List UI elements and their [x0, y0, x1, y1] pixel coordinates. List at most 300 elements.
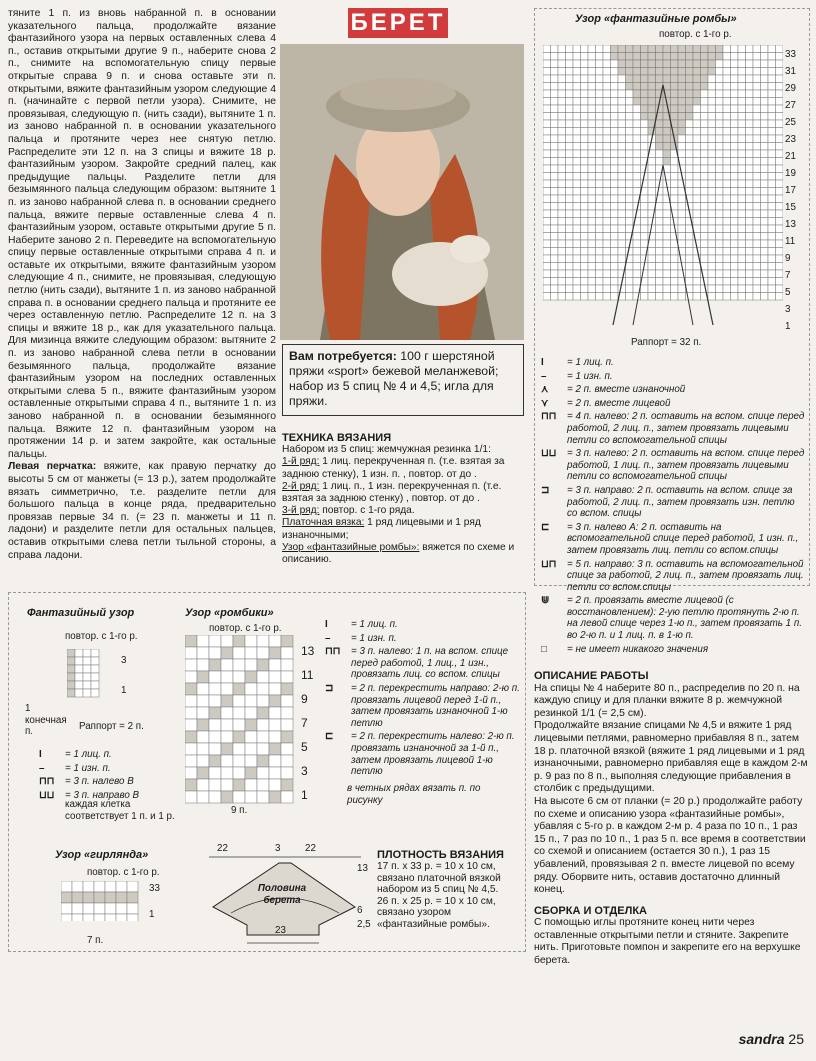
rombiki-legend-text: = 2 п. перекрестить налево: 2-ю п. провязать изнаночной за 1-й п., затем провязать лицевой 1-ю петлю [351, 731, 515, 778]
grid-cell [618, 98, 626, 106]
grid-cell [738, 233, 746, 241]
description-p3: На высоте 6 см от планки (= 20 р.) продолжайте работу по схеме и описанию узора «фантазийные ромбы», убавляя с 5-го р. в каждом 2-м р. 4 раза по 10 п., 1 раз 15 п., 7 раз по 10 п., 1 раз 5 п. все время в соответствии со схемой и описанием (остается 30 п.), 1 раз 15 убавлений, провязывая 2 п. вместе лицевой по всему ряду. Оборвите нить, оставив достаточно длинный конец. [534, 795, 806, 896]
grid-cell [233, 791, 245, 803]
grid-cell [588, 83, 596, 91]
requirements-lead: Вам потребуется: [289, 349, 397, 363]
grid-cell [618, 60, 626, 68]
grid-cell [596, 113, 604, 121]
grid-cell [686, 278, 694, 286]
grid-cell [776, 240, 784, 248]
grid-cell [701, 45, 709, 53]
grid-cell [573, 165, 581, 173]
grid-cell [768, 248, 776, 256]
grid-cell [611, 113, 619, 121]
grid-cell [611, 278, 619, 286]
grid-cell [641, 45, 649, 53]
grid-cell [731, 203, 739, 211]
grid-cell [94, 892, 105, 903]
grid-cell [701, 135, 709, 143]
grid-cell [209, 779, 221, 791]
grid-cell [731, 165, 739, 173]
grid-cell [558, 263, 566, 271]
grid-cell [761, 180, 769, 188]
grid-cell [566, 188, 574, 196]
grid-cell [581, 233, 589, 241]
grid-cell [543, 173, 551, 181]
grid-cell [746, 158, 754, 166]
grid-cell [83, 649, 91, 657]
grid-cell [648, 285, 656, 293]
grid-cell [269, 779, 281, 791]
grid-cell [269, 719, 281, 731]
left-glove-text: вяжите, как правую перчатку до высоты 5 см от манжеты (= 13 р.), затем продолжайте вязать симметрично, т.е. разделите петли для большого пальца в конце ряда, предварительно провязав первые 34 п. (= 23 п. манжеты и 11 п. ладони) и разделите петли для остальных пальцев, оставив открытыми слева петли тыльной стороны, а справа ладони. [8, 461, 277, 561]
grid-cell [776, 150, 784, 158]
grid-cell [723, 255, 731, 263]
grid-cell [596, 143, 604, 151]
grid-cell [588, 165, 596, 173]
grid-cell [618, 158, 626, 166]
grid-cell [656, 75, 664, 83]
grid-cell [633, 53, 641, 61]
grid-cell [551, 158, 559, 166]
grid-cell [641, 218, 649, 226]
grid-cell [678, 128, 686, 136]
grid-cell [543, 158, 551, 166]
stitch-symbol-icon: – [39, 762, 45, 774]
gauge-text2: 26 п. x 25 р. = 10 x 10 см, связано узором «фантазийные ромбы». [377, 895, 496, 930]
grid-cell [761, 83, 769, 91]
grid-cell [588, 240, 596, 248]
grid-cell [761, 203, 769, 211]
grid-cell [753, 98, 761, 106]
grid-cell [716, 120, 724, 128]
grid-cell [611, 135, 619, 143]
stitch-symbol-icon: – [325, 632, 331, 644]
grid-cell [83, 892, 94, 903]
grid-cell [678, 203, 686, 211]
rhombs-grid [543, 45, 783, 335]
grid-cell [686, 180, 694, 188]
grid-cell [663, 263, 671, 271]
grid-cell [641, 90, 649, 98]
grid-cell [746, 143, 754, 151]
grid-cell [768, 263, 776, 271]
grid-cell [656, 255, 664, 263]
grid-cell [618, 240, 626, 248]
grid-cell [723, 128, 731, 136]
grid-cell [626, 225, 634, 233]
chart-row-number: 13 [785, 219, 796, 230]
grid-cell [716, 188, 724, 196]
grid-cell [221, 671, 233, 683]
grid-cell [233, 683, 245, 695]
grid-cell [641, 113, 649, 121]
description-p4: С помощью иглы протяните конец нити через оставленные открытыми петли и стяните. Закрепите нить. Приготовьте помпон и закрепите его на верхушке берета. [534, 917, 801, 967]
page-footer [739, 1031, 804, 1047]
grid-cell [701, 255, 709, 263]
grid-cell [701, 248, 709, 256]
grid-cell [611, 75, 619, 83]
grid-cell [678, 68, 686, 76]
grid-cell [648, 68, 656, 76]
grid-cell [678, 150, 686, 158]
grid-cell [83, 665, 91, 673]
grid-cell [596, 293, 604, 301]
grid-cell [641, 225, 649, 233]
grid-cell [633, 180, 641, 188]
grid-cell [723, 83, 731, 91]
grid-cell [753, 180, 761, 188]
rhombs-chart-title: Узор «фантазийные ромбы» [575, 13, 737, 25]
grid-cell [618, 143, 626, 151]
grid-cell [581, 225, 589, 233]
grid-cell [197, 647, 209, 659]
grid-cell [663, 75, 671, 83]
grid-cell [543, 240, 551, 248]
grid-cell [558, 135, 566, 143]
grid-cell [648, 270, 656, 278]
grid-cell [91, 649, 99, 657]
grid-cell [663, 278, 671, 286]
grid-cell [581, 240, 589, 248]
grid-cell [648, 83, 656, 91]
grid-cell [746, 270, 754, 278]
grid-cell [543, 150, 551, 158]
chart-row-number: 31 [785, 66, 796, 77]
grid-cell [581, 293, 589, 301]
rhombs-legend-item [541, 559, 805, 594]
grid-cell [753, 225, 761, 233]
grid-cell [83, 903, 94, 914]
grid-cell [753, 83, 761, 91]
grid-cell [723, 233, 731, 241]
grid-cell [558, 83, 566, 91]
grid-cell [716, 240, 724, 248]
grid-cell [581, 45, 589, 53]
grid-cell [558, 293, 566, 301]
grid-cell [678, 83, 686, 91]
grid-cell [209, 671, 221, 683]
grid-cell [776, 225, 784, 233]
grid-cell [723, 60, 731, 68]
rombiki-row-numbers [301, 639, 321, 807]
grid-cell [686, 240, 694, 248]
grid-cell [566, 233, 574, 241]
grid-cell [746, 188, 754, 196]
grid-cell [701, 233, 709, 241]
grid-cell [257, 695, 269, 707]
grid-cell [693, 225, 701, 233]
grid-cell [753, 135, 761, 143]
grid-cell [633, 128, 641, 136]
grid-cell [551, 248, 559, 256]
grid-cell [603, 278, 611, 286]
grid-cell [618, 128, 626, 136]
grid-cell [708, 98, 716, 106]
grid-cell [633, 135, 641, 143]
grid-cell [611, 158, 619, 166]
row2-label: 2-й ряд: [282, 480, 320, 492]
grid-cell [618, 225, 626, 233]
grid-cell [753, 128, 761, 136]
grid-cell [233, 635, 245, 647]
grid-cell [761, 143, 769, 151]
grid-cell [641, 53, 649, 61]
grid-cell [776, 60, 784, 68]
grid-cell [566, 173, 574, 181]
fantasy-edge-label: 1 конечная п. [25, 703, 67, 738]
garland-row33: 33 [149, 883, 160, 894]
grid-cell [588, 188, 596, 196]
grid-cell [768, 83, 776, 91]
garland-repeat: повтор. с 1-го р. [87, 867, 160, 878]
grid-cell [67, 665, 75, 673]
grid-cell [603, 173, 611, 181]
grid-cell [723, 240, 731, 248]
grid-cell [626, 60, 634, 68]
grid-cell [611, 293, 619, 301]
grid-cell [603, 203, 611, 211]
grid-cell [738, 225, 746, 233]
grid-cell [746, 83, 754, 91]
grid-cell [573, 293, 581, 301]
grid-cell [611, 53, 619, 61]
beret-dim-top-left: 22 [217, 843, 228, 854]
grid-cell [603, 158, 611, 166]
grid-cell [588, 210, 596, 218]
grid-cell [209, 695, 221, 707]
grid-cell [618, 45, 626, 53]
grid-cell [75, 689, 83, 697]
grid-cell [753, 210, 761, 218]
grid-cell [768, 60, 776, 68]
grid-cell [611, 285, 619, 293]
grid-cell [588, 128, 596, 136]
grid-cell [603, 68, 611, 76]
grid-cell [716, 233, 724, 241]
grid-cell [588, 90, 596, 98]
grid-cell [723, 218, 731, 226]
grid-cell [245, 659, 257, 671]
grid-cell [618, 210, 626, 218]
grid-cell [281, 647, 293, 659]
rhombs-legend-text: = 5 п. направо: 3 п. оставить на вспомогательной спице за работой, 2 лиц. п., затем провязать лиц. петли со вспом.спицы [567, 558, 804, 593]
grid-cell [558, 203, 566, 211]
grid-cell [723, 248, 731, 256]
grid-cell [543, 83, 551, 91]
rhombs-legend-text: = не имеет никакого значения [567, 643, 709, 655]
stitch-symbol-icon: ⊏ [325, 731, 334, 743]
grid-cell [543, 113, 551, 121]
grid-cell [746, 45, 754, 53]
grid-cell [731, 113, 739, 121]
grid-cell [686, 105, 694, 113]
chart-row-number: 15 [785, 202, 796, 213]
rhombs-legend-item [541, 384, 805, 396]
grid-cell [603, 233, 611, 241]
grid-cell [209, 707, 221, 719]
grid-cell [761, 233, 769, 241]
grid-cell [761, 45, 769, 53]
stitch-symbol-icon: ⊓⊓ [39, 776, 55, 788]
grid-cell [588, 270, 596, 278]
grid-cell [209, 743, 221, 755]
grid-cell [716, 150, 724, 158]
grid-cell [701, 203, 709, 211]
grid-cell [693, 203, 701, 211]
grid-cell [67, 689, 75, 697]
grid-cell [753, 165, 761, 173]
grid-cell [558, 195, 566, 203]
beret-dim-25: 2,5 [357, 919, 371, 930]
stitch-symbol-icon: – [541, 370, 547, 382]
grid-cell [257, 707, 269, 719]
rhombs-legend-text: = 1 лиц. п. [567, 357, 614, 368]
grid-cell [693, 293, 701, 301]
grid-cell [603, 240, 611, 248]
grid-cell [257, 767, 269, 779]
grid-cell [245, 707, 257, 719]
grid-cell [731, 143, 739, 151]
grid-cell [678, 105, 686, 113]
grid-cell [761, 255, 769, 263]
garland-width: 7 п. [87, 935, 104, 946]
grid-cell [708, 120, 716, 128]
grid-cell [656, 120, 664, 128]
grid-cell [708, 68, 716, 76]
grid-cell [663, 53, 671, 61]
grid-cell [611, 98, 619, 106]
grid-cell [723, 203, 731, 211]
stitch-symbol-icon: ⋎ [541, 397, 549, 409]
grid-cell [269, 647, 281, 659]
grid-cell [768, 173, 776, 181]
grid-cell [573, 225, 581, 233]
grid-cell [746, 293, 754, 301]
grid-cell [641, 75, 649, 83]
grid-cell [686, 263, 694, 271]
grid-cell [678, 293, 686, 301]
grid-cell [105, 914, 116, 921]
chart-row-number: 19 [785, 168, 796, 179]
grid-cell [746, 98, 754, 106]
grid-cell [716, 53, 724, 61]
grid-cell [626, 128, 634, 136]
grid-cell [281, 767, 293, 779]
grid-cell [701, 53, 709, 61]
grid-cell [708, 53, 716, 61]
grid-cell [738, 45, 746, 53]
beret-dim-top-mid: 3 [275, 843, 281, 854]
grid-cell [738, 113, 746, 121]
grid-cell [611, 270, 619, 278]
grid-cell [663, 60, 671, 68]
grid-cell [221, 743, 233, 755]
grid-cell [611, 180, 619, 188]
grid-cell [551, 285, 559, 293]
grid-cell [701, 120, 709, 128]
grid-cell [761, 278, 769, 286]
glove-instructions: тяните 1 п. из вновь набранной п. в основании указательного пальца, продолжайте вязание фантазийного узора на первых оставленных слева 4 п., оставив открытыми другие 9 п., наберите снова 2 п., снимите на вспомогательную спицу первые открытые справа 9 п. и снова оставьте эти п. открытыми, вяжите фантазийным узором следующие 4 п. (начинайте с первой петли узора). Снимите, не провязывая, следующую п. (нить сзади), вытяните 1 п. из заново набранной п. в основании указательного пальца и протяните через нее снятую петлю. Распределите эти 12 п. на 3 спицы и вяжите 18 р. фантазийным узором. Закройте средний палец, как предыдущие пальцы. Разделите петли для безымянного пальца следующим образом: вытяните 1 п. из заново набранной слева п. в основании среднего пальца, вяжите первые оставленные слева 4 п. фантазийным узором, оставьте открытыми другие 5 п. Наберите заново 2 п. Переведите на вспомогательную спицу первые оставленные открытыми справа 4 п. и оставьте их открытыми, вяжите фантазийным узором следующие 4 п., снимите, не провязывая, следующую петлю (нить сзади), вытяните 1 п. из заново набранной справа п. в основании среднего пальца и протяните ее через оставленную петлю. Распределите 12 п. на 3 спицы и вяжите 18 р., как для указательного пальца. Для мизинца вяжите следующим образом: вытяните 2 п. из заново набранной слева петли в основании безымянного пальца, продолжайте вязание фантазийным узором на последних оставленных открытыми слева 5 п., вяжите фантазийным узором оставленные открытыми справа 4 п., вытяните 1 п. из заново набранной п. в основании безымянного пальца. Вяжите 12 п. фантазийным узором на протяжении 14 р. и затем закройте, как остальные пальцы. [8, 8, 276, 460]
grid-cell [269, 683, 281, 695]
grid-cell [603, 128, 611, 136]
grid-cell [768, 53, 776, 61]
grid-cell [257, 755, 269, 767]
rhombs-legend [541, 357, 805, 657]
grid-cell [746, 285, 754, 293]
grid-cell [686, 45, 694, 53]
grid-cell [738, 68, 746, 76]
grid-cell [281, 791, 293, 803]
grid-cell [731, 68, 739, 76]
grid-cell [701, 165, 709, 173]
plain-label: Платочная вязка: [282, 517, 365, 529]
grid-cell [603, 165, 611, 173]
grid-cell [633, 98, 641, 106]
stitch-symbol-icon: ⋓ [541, 595, 550, 607]
grid-cell [543, 255, 551, 263]
grid-cell [543, 203, 551, 211]
grid-cell [566, 98, 574, 106]
grid-cell [768, 120, 776, 128]
grid-cell [558, 90, 566, 98]
grid-cell [551, 150, 559, 158]
grid-cell [776, 180, 784, 188]
grid-cell [701, 60, 709, 68]
grid-cell [708, 128, 716, 136]
grid-cell [603, 263, 611, 271]
grid-cell [746, 210, 754, 218]
grid-cell [209, 719, 221, 731]
rhombs-legend-item [541, 398, 805, 410]
grid-cell [693, 120, 701, 128]
grid-cell [566, 128, 574, 136]
grid-cell [776, 45, 784, 53]
rombiki-legend-item [325, 683, 521, 729]
grid-cell [573, 68, 581, 76]
grid-cell [776, 210, 784, 218]
grid-cell [573, 218, 581, 226]
grid-cell [768, 233, 776, 241]
grid-cell [671, 188, 679, 196]
grid-cell [127, 914, 138, 921]
grid-cell [626, 188, 634, 196]
grid-cell [693, 128, 701, 136]
fantasy-legend-text: = 3 п. направо В [65, 789, 140, 801]
grid-cell [611, 255, 619, 263]
grid-cell [558, 278, 566, 286]
grid-cell [543, 45, 551, 53]
grid-cell [558, 105, 566, 113]
grid-cell [723, 150, 731, 158]
grid-cell [185, 719, 197, 731]
grid-cell [776, 285, 784, 293]
grid-cell [257, 671, 269, 683]
grid-cell [581, 165, 589, 173]
grid-cell [738, 278, 746, 286]
grid-cell [626, 75, 634, 83]
grid-cell [603, 255, 611, 263]
grid-cell [596, 248, 604, 256]
grid-cell [686, 128, 694, 136]
grid-cell [581, 180, 589, 188]
grid-cell [588, 173, 596, 181]
grid-cell [656, 143, 664, 151]
grid-cell [738, 60, 746, 68]
grid-cell [596, 263, 604, 271]
grid-cell [678, 218, 686, 226]
grid-cell [753, 270, 761, 278]
